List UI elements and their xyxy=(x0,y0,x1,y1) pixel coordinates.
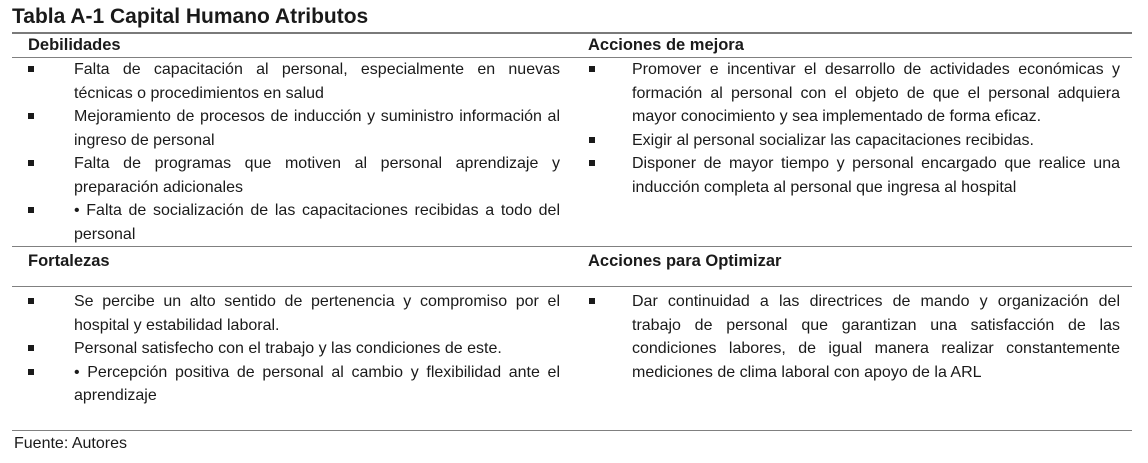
list-item: Falta de programas que motiven al personal aprendizaje y preparación adicionales xyxy=(12,152,560,199)
list-item: Mejoramiento de procesos de inducción y suministro información al ingreso de personal xyxy=(12,105,560,152)
list-item: Falta de capacitación al personal, especialmente en nuevas técnicas o procedimientos en salud xyxy=(12,58,560,105)
acciones-optimizar-list xyxy=(586,290,1120,384)
debilidades-list xyxy=(12,58,560,246)
square-bullet-icon xyxy=(28,66,34,72)
list-item: • Falta de socialización de las capacitaciones recibidas a todo del personal xyxy=(12,199,560,246)
square-bullet-icon xyxy=(589,137,595,143)
source-note: Fuente: Autores xyxy=(14,435,127,452)
header-acciones-mejora: Acciones de mejora xyxy=(588,36,744,54)
square-bullet-icon xyxy=(28,369,34,375)
square-bullet-icon xyxy=(28,207,34,213)
top-rule xyxy=(12,32,1132,34)
list-item: Se percibe un alto sentido de pertenencia y compromiso por el hospital y estabilidad laboral. xyxy=(12,290,560,337)
section-rule xyxy=(12,246,1132,247)
header-fortalezas: Fortalezas xyxy=(28,252,110,270)
list-item: Dar continuidad a las directrices de mando y organización del trabajo de personal que garantizan una satisfacción de las condiciones labores, de igual manera realizar constantemente mediciones de clima laboral con apoyo de la ARL xyxy=(586,290,1120,384)
acciones-mejora-list xyxy=(586,58,1120,199)
list-item: Personal satisfecho con el trabajo y las condiciones de este. xyxy=(12,337,560,361)
list-item: Disponer de mayor tiempo y personal encargado que realice una inducción completa al personal que ingresa al hospital xyxy=(586,152,1120,199)
header-rule-2 xyxy=(12,286,1132,287)
bottom-rule xyxy=(12,430,1132,431)
header-acciones-optimizar: Acciones para Optimizar xyxy=(588,252,782,270)
list-item: • Percepción positiva de personal al cambio y flexibilidad ante el aprendizaje xyxy=(12,361,560,408)
square-bullet-icon xyxy=(28,345,34,351)
square-bullet-icon xyxy=(28,298,34,304)
square-bullet-icon xyxy=(28,160,34,166)
table-title: Tabla A-1 Capital Humano Atributos xyxy=(12,5,369,28)
square-bullet-icon xyxy=(28,113,34,119)
fortalezas-list xyxy=(12,290,560,408)
list-item: Promover e incentivar el desarrollo de actividades económicas y formación al personal con el objeto de que el personal adquiera mayor conocimiento y sea implementado de forma eficaz. xyxy=(586,58,1120,129)
square-bullet-icon xyxy=(589,298,595,304)
list-item: Exigir al personal socializar las capacitaciones recibidas. xyxy=(586,129,1120,153)
header-debilidades: Debilidades xyxy=(28,36,121,54)
square-bullet-icon xyxy=(589,66,595,72)
square-bullet-icon xyxy=(589,160,595,166)
